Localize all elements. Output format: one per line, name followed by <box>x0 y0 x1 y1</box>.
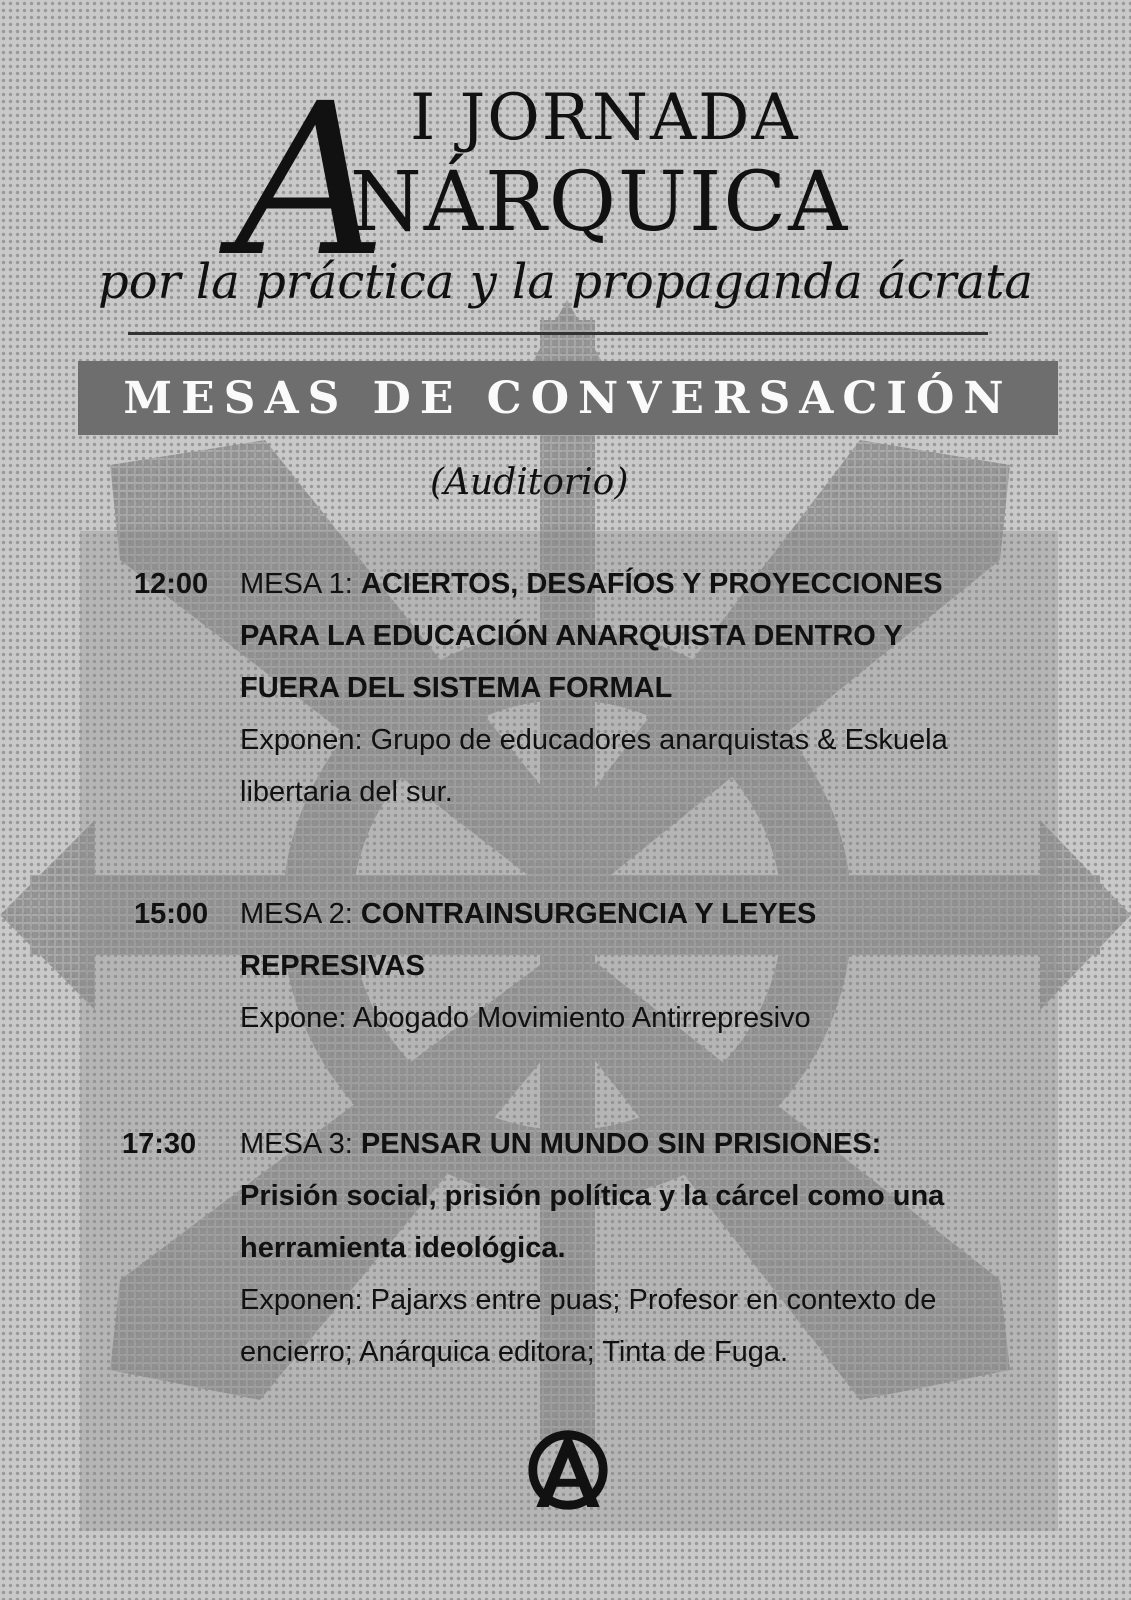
title-line-2: NÁRQUICA <box>350 155 850 250</box>
mesa-topic: CONTRAINSURGENCIA Y LEYES REPRESIVAS <box>240 898 817 982</box>
subtitle: por la práctica y la propaganda ácrata <box>98 254 1033 310</box>
mesa-topic: ACIERTOS, DESAFÍOS Y PROYECCIONES PARA LA EDUCACIÓN ANARQUISTA DENTRO Y FUERA DEL SISTEMA FORMAL <box>240 568 943 704</box>
mesa-label: MESA 2: <box>240 898 361 930</box>
schedule-content <box>240 558 980 818</box>
mesa-topic: PENSAR UN MUNDO SIN PRISIONES: Prisión social, prisión política y la cárcel como una herramienta ideológica. <box>240 1128 945 1264</box>
title-initial: A <box>235 58 387 303</box>
header <box>0 0 1131 350</box>
title-line-1: I JORNADA <box>410 81 800 155</box>
schedule-time: 15:00 <box>134 898 209 930</box>
mesa-speakers: Expone: Abogado Movimiento Antirrepresivo <box>240 1002 811 1034</box>
schedule-time: 17:30 <box>122 1128 197 1160</box>
schedule-content <box>240 1118 960 1378</box>
banner-title: MESAS DE CONVERSACIÓN <box>123 372 1013 424</box>
circle-a-anarchy-icon <box>524 1426 612 1514</box>
schedule-time: 12:00 <box>134 568 209 600</box>
mesa-label: MESA 3: <box>240 1128 361 1160</box>
mesa-speakers: Exponen: Pajarxs entre puas; Profesor en contexto de encierro; Anárquica editora; Tinta de Fuga. <box>240 1284 937 1368</box>
section-banner <box>78 361 1058 435</box>
mesa-speakers: Exponen: Grupo de educadores anarquistas & Eskuela libertaria del sur. <box>240 724 948 808</box>
venue-label: (Auditorio) <box>430 462 629 503</box>
schedule-content <box>240 888 980 1044</box>
mesa-label: MESA 1: <box>240 568 361 600</box>
title-divider <box>128 332 988 335</box>
